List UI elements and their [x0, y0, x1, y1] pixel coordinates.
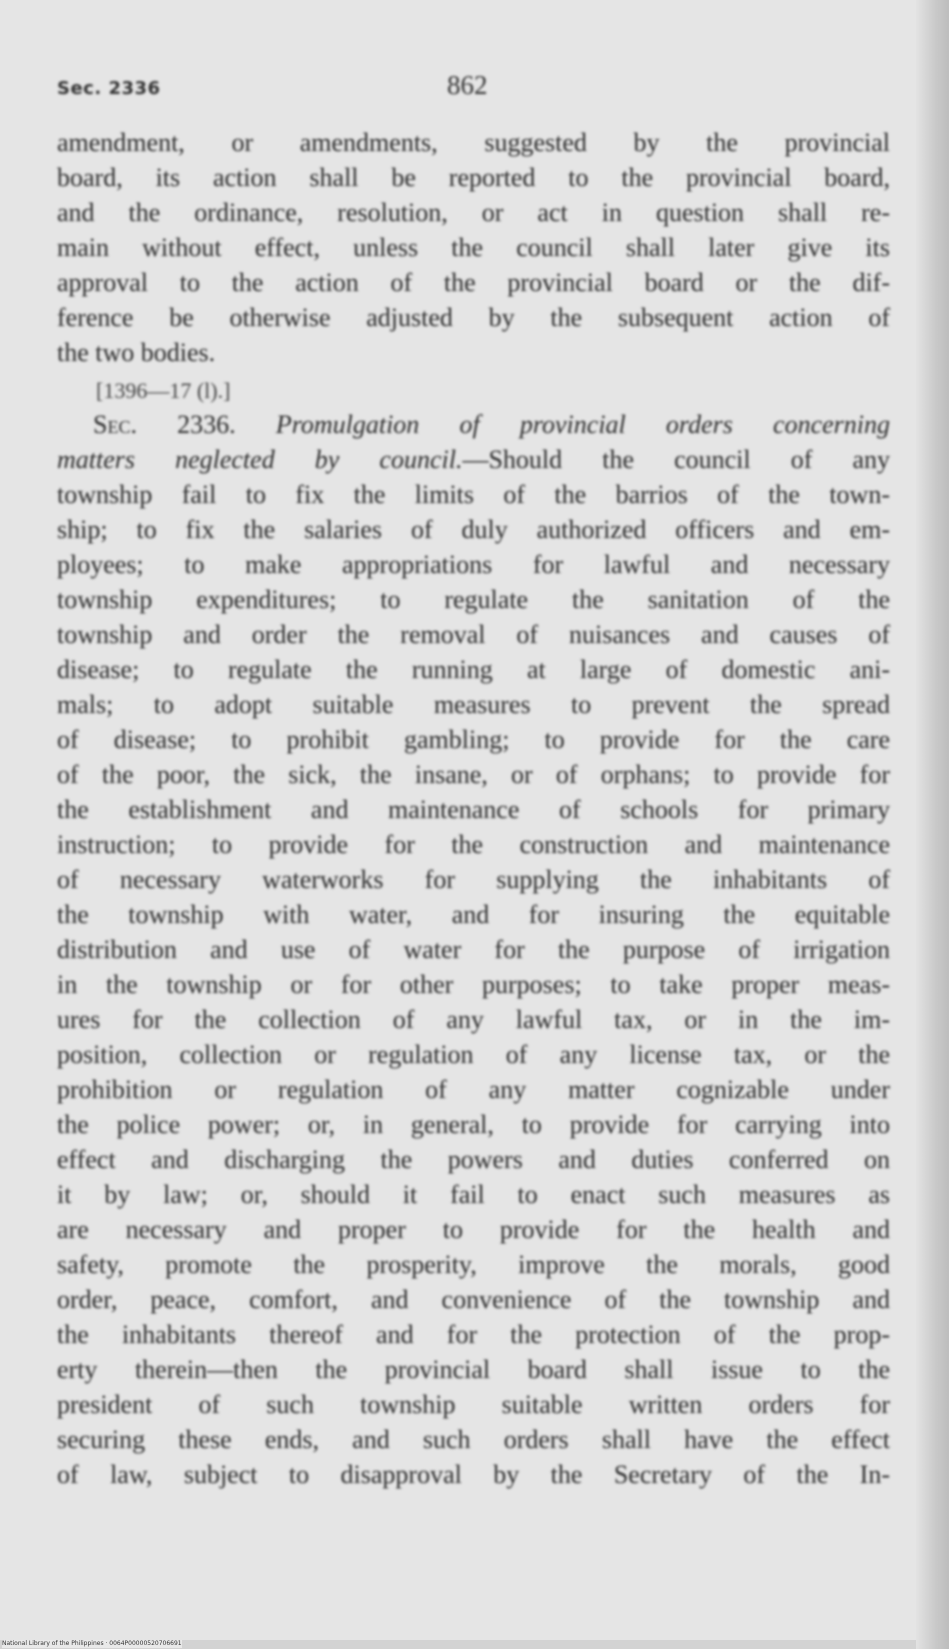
- paragraph-line: approval to the action of the provincial board or the dif-: [57, 268, 890, 297]
- section-header: Sec. 2336: [57, 78, 161, 99]
- section-title: Promulgation of provincial orders concerning: [275, 410, 890, 439]
- section-line: order, peace, comfort, and convenience of the township and: [57, 1285, 890, 1314]
- section-title-continued: matters neglected by council.: [57, 445, 463, 474]
- section-heading-line: [57, 408, 890, 442]
- section-line: position, collection or regulation of any license tax, or the: [57, 1040, 890, 1069]
- section-line: of the poor, the sick, the insane, or of orphans; to provide for: [57, 760, 890, 789]
- section-line: ship; to fix the salaries of duly authorized officers and em-: [57, 515, 890, 544]
- paragraph-line: main without effect, unless the council shall later give its: [57, 233, 890, 262]
- section-line: securing these ends, and such orders shall have the effect: [57, 1425, 890, 1454]
- page-number: 862: [447, 70, 488, 100]
- section-line: of law, subject to disapproval by the Secretary of the In-: [57, 1460, 890, 1489]
- section-line: in the township or for other purposes; to take proper meas-: [57, 970, 890, 999]
- section-line: the establishment and maintenance of schools for primary: [57, 795, 890, 824]
- section-line: the inhabitants thereof and for the protection of the prop-: [57, 1320, 890, 1349]
- section-line: distribution and use of water for the purpose of irrigation: [57, 935, 890, 964]
- section-line: are necessary and proper to provide for the health and: [57, 1215, 890, 1244]
- section-line: it by law; or, should it fail to enact such measures as: [57, 1180, 890, 1209]
- section-line: township fail to fix the limits of the barrios of the town-: [57, 480, 890, 509]
- paragraph-line: amendment, or amendments, suggested by the provincial: [57, 128, 890, 157]
- section-line: prohibition or regulation of any matter cognizable under: [57, 1075, 890, 1104]
- section-line: of disease; to prohibit gambling; to provide for the care: [57, 725, 890, 754]
- section-line: the police power; or, in general, to provide for carrying into: [57, 1110, 890, 1139]
- paragraph-line: the two bodies.: [57, 338, 216, 367]
- section-line: mals; to adopt suitable measures to prevent the spread: [57, 690, 890, 719]
- section-line: safety, promote the prosperity, improve the morals, good: [57, 1250, 890, 1279]
- section-label: Sec. 2336.: [93, 410, 236, 439]
- citation: [1396—17 (l).]: [96, 378, 231, 403]
- scan-footer-caption: National Library of the Philippines · 0064P00000520706691: [2, 1640, 182, 1647]
- section-line: erty therein—then the provincial board shall issue to the: [57, 1355, 890, 1384]
- section-line: president of such township suitable written orders for: [57, 1390, 890, 1419]
- section-line: the township with water, and for insuring the equitable: [57, 900, 890, 929]
- section-line: ures for the collection of any lawful tax, or in the im-: [57, 1005, 890, 1034]
- paragraph-line: ference be otherwise adjusted by the subsequent action of: [57, 303, 890, 332]
- section-line: township expenditures; to regulate the sanitation of the: [57, 585, 890, 614]
- section-text-start: —Should the council of any: [462, 445, 890, 474]
- paragraph-line: board, its action shall be reported to the provincial board,: [57, 163, 890, 192]
- paragraph-line: and the ordinance, resolution, or act in question shall re-: [57, 198, 890, 227]
- section-line: disease; to regulate the running at large of domestic ani-: [57, 655, 890, 684]
- section-line: effect and discharging the powers and duties conferred on: [57, 1145, 890, 1174]
- section-line: township and order the removal of nuisances and causes of: [57, 620, 890, 649]
- section-heading-line: [57, 443, 890, 477]
- section-line: instruction; to provide for the construction and maintenance: [57, 830, 890, 859]
- section-line: ployees; to make appropriations for lawful and necessary: [57, 550, 890, 579]
- section-line: of necessary waterworks for supplying the inhabitants of: [57, 865, 890, 894]
